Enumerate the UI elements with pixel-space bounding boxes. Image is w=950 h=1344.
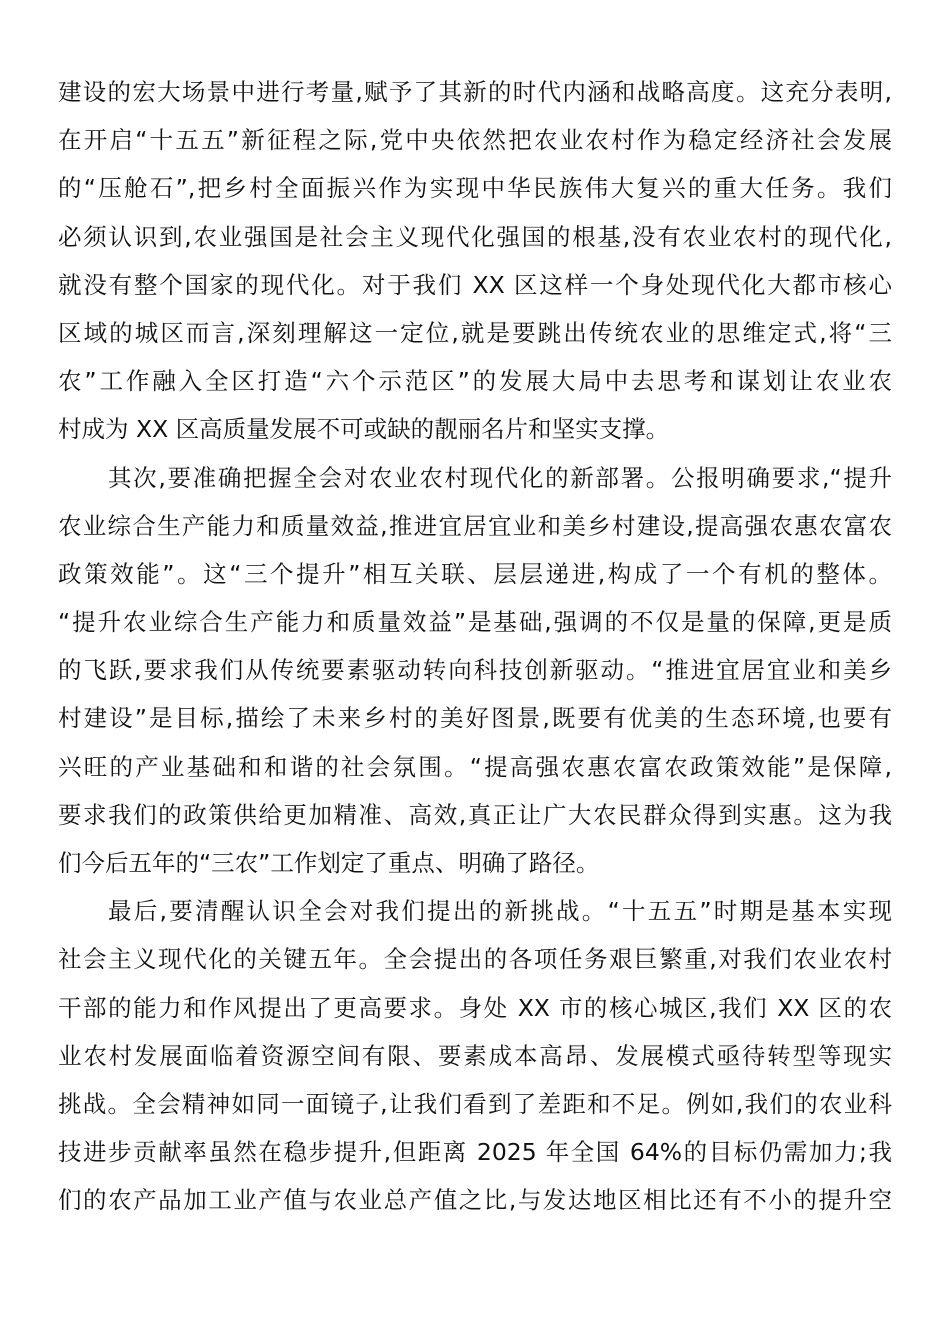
text-line: 村建设”是目标,描绘了未来乡村的美好图景,既要有优美的生态环境,也要有 [58,704,892,733]
text-line: 要求我们的政策供给更加精准、高效,真正让广大农民群众得到实惠。这为我 [58,800,892,829]
text-line: 干部的能力和作风提出了更高要求。身处 XX 市的核心城区,我们 XX 区的农 [58,993,892,1022]
text-line: 社会主义现代化的关键五年。全会提出的各项任务艰巨繁重,对我们农业农村 [58,945,892,974]
text-line: 技进步贡献率虽然在稳步提升,但距离 2025 年全国 64%的目标仍需加力;我 [58,1138,892,1167]
text-line: 最后,要清醒认识全会对我们提出的新挑战。“十五五”时期是基本实现 [108,897,892,926]
text-line: “提升农业综合生产能力和质量效益”是基础,强调的不仅是量的保障,更是质 [58,608,892,637]
text-line: 必须认识到,农业强国是社会主义现代化强国的根基,没有农业农村的现代化, [58,222,892,251]
text-line: 的飞跃,要求我们从传统要素驱动转向科技创新驱动。“推进宜居宜业和美乡 [58,656,892,685]
text-line: 农”工作融入全区打造“六个示范区”的发展大局中去思考和谋划让农业农 [58,367,892,396]
text-line: 建设的宏大场景中进行考量,赋予了其新的时代内涵和战略高度。这充分表明, [58,78,892,106]
text-line: 政策效能”。这“三个提升”相互关联、层层递进,构成了一个有机的整体。 [58,559,892,588]
paragraph-2 [58,454,892,888]
text-line: 区域的城区而言,深刻理解这一定位,就是要跳出传统农业的思维定式,将“三 [58,318,892,347]
text-line: 就没有整个国家的现代化。对于我们 XX 区这样一个身处现代化大都市核心 [58,270,892,299]
text-line: 挑战。全会精神如同一面镜子,让我们看到了差距和不足。例如,我们的农业科 [58,1089,892,1118]
document-body [58,68,892,1225]
text-line: 村成为 XX 区高质量发展不可或缺的靓丽名片和坚实支撑。 [58,415,670,444]
paragraph-1 [58,68,892,454]
text-line: 业农村发展面临着资源空间有限、要素成本高昂、发展模式亟待转型等现实 [58,1041,892,1070]
text-line: 兴旺的产业基础和和谐的社会氛围。“提高强农惠农富农政策效能”是保障, [58,752,892,781]
text-line: 的“压舱石”,把乡村全面振兴作为实现中华民族伟大复兴的重大任务。我们 [58,174,892,203]
paragraph-3 [58,887,892,1224]
text-line: 们的农产品加工业产值与农业总产值之比,与发达地区相比还有不小的提升空 [58,1186,892,1215]
text-line: 们今后五年的“三农”工作划定了重点、明确了路径。 [58,849,600,877]
text-line: 农业综合生产能力和质量效益,推进宜居宜业和美乡村建设,提高强农惠农富农 [58,511,892,540]
text-line: 在开启“十五五”新征程之际,党中央依然把农业农村作为稳定经济社会发展 [58,126,892,155]
text-line: 其次,要准确把握全会对农业农村现代化的新部署。公报明确要求,“提升 [108,463,892,492]
